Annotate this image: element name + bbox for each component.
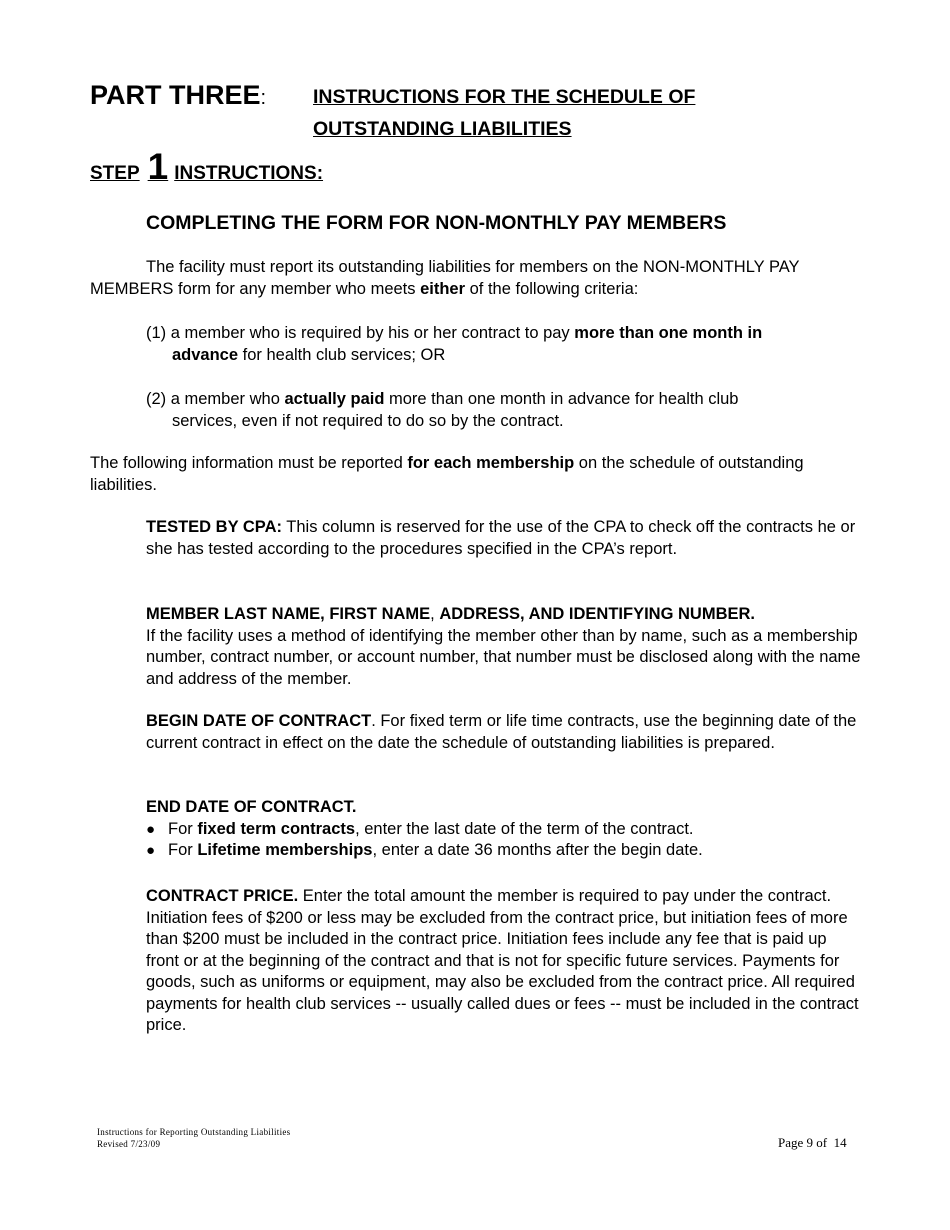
step-prefix: STEP <box>90 163 140 184</box>
part-heading <box>90 80 266 111</box>
contract-price-block: CONTRACT PRICE. Enter the total amount the member is required to pay under the contract. Initiation fees of $200 or less may be excluded from the contract price, but initiation fees of more than $200 must be included in the contract price. Initiation fees include any fee that is paid up front or at the beginning of the contract and that is not for specific future services. Payments for goods, such as uniforms or equipment, may also be excluded from the contract price. All required payments for health club services -- usually called dues or fees -- must be included in the contract price. <box>146 887 859 1034</box>
member-info-label-b: ADDRESS, AND IDENTIFYING NUMBER. <box>439 605 755 623</box>
end-date-block <box>146 797 864 862</box>
follow-emphasis: for each membership <box>407 454 575 472</box>
tested-by-cpa-block: TESTED BY CPA: This column is reserved for the use of the CPA to check off the contracts he or she has tested according to the procedures specified in the CPA’s report. <box>146 518 856 558</box>
criterion-1: (1) a member who is required by his or her contract to pay more than one month in advance for health club services; OR <box>146 324 763 364</box>
list-item: ● For Lifetime memberships, enter a date 36 months after the begin date. <box>146 840 864 862</box>
follow-paragraph: The following information must be reported for each membership on the schedule of outstanding liabilities. <box>90 454 804 494</box>
tested-by-cpa-label: TESTED BY CPA: <box>146 518 282 536</box>
part-label: PART THREE <box>90 80 261 110</box>
footer-revision: Revised 7/23/09 <box>97 1139 161 1149</box>
bullet-icon: ● <box>146 842 156 859</box>
contract-price-label: CONTRACT PRICE. <box>146 887 299 905</box>
footer-title: Instructions for Reporting Outstanding Liabilities <box>97 1127 291 1137</box>
intro-emphasis: either <box>420 279 466 298</box>
bullet-icon: ● <box>146 820 156 838</box>
section-heading: COMPLETING THE FORM FOR NON-MONTHLY PAY MEMBERS <box>146 212 727 234</box>
step-suffix: INSTRUCTIONS: <box>174 163 324 184</box>
end-date-label: END DATE OF CONTRACT. <box>146 798 357 816</box>
intro-paragraph: The facility must report its outstanding liabilities for members on the NON-MONTHLY PAY MEMBERS form for any member who meets either of the following criteria: <box>90 258 800 298</box>
member-info-label-a: MEMBER LAST NAME, FIRST NAME <box>146 605 431 623</box>
part-title-line-1: INSTRUCTIONS FOR THE SCHEDULE OF <box>313 86 696 108</box>
begin-date-block: BEGIN DATE OF CONTRACT. For fixed term or life time contracts, use the beginning date of the current contract in effect on the date the schedule of outstanding liabilities is prepared. <box>146 712 857 752</box>
part-title-line-2: OUTSTANDING LIABILITIES <box>313 118 572 140</box>
page-number: Page 9 of 14 <box>778 1135 847 1150</box>
begin-date-label: BEGIN DATE OF CONTRACT <box>146 712 372 730</box>
criterion-2: (2) a member who actually paid more than one month in advance for health club services, even if not required to do so by the contract. <box>146 390 739 430</box>
step-number: 1 <box>147 146 169 187</box>
member-info-block: MEMBER LAST NAME, FIRST NAME, ADDRESS, AND IDENTIFYING NUMBER. If the facility uses a method of identifying the member other than by name, such as a membership number, contract number, or account number, that number must be disclosed along with the name and address of the member. <box>146 605 861 688</box>
step-heading <box>90 146 323 188</box>
list-item: ● For fixed term contracts, enter the last date of the term of the contract. <box>146 819 864 841</box>
footer-info <box>97 1126 290 1150</box>
part-colon: : <box>260 87 267 109</box>
